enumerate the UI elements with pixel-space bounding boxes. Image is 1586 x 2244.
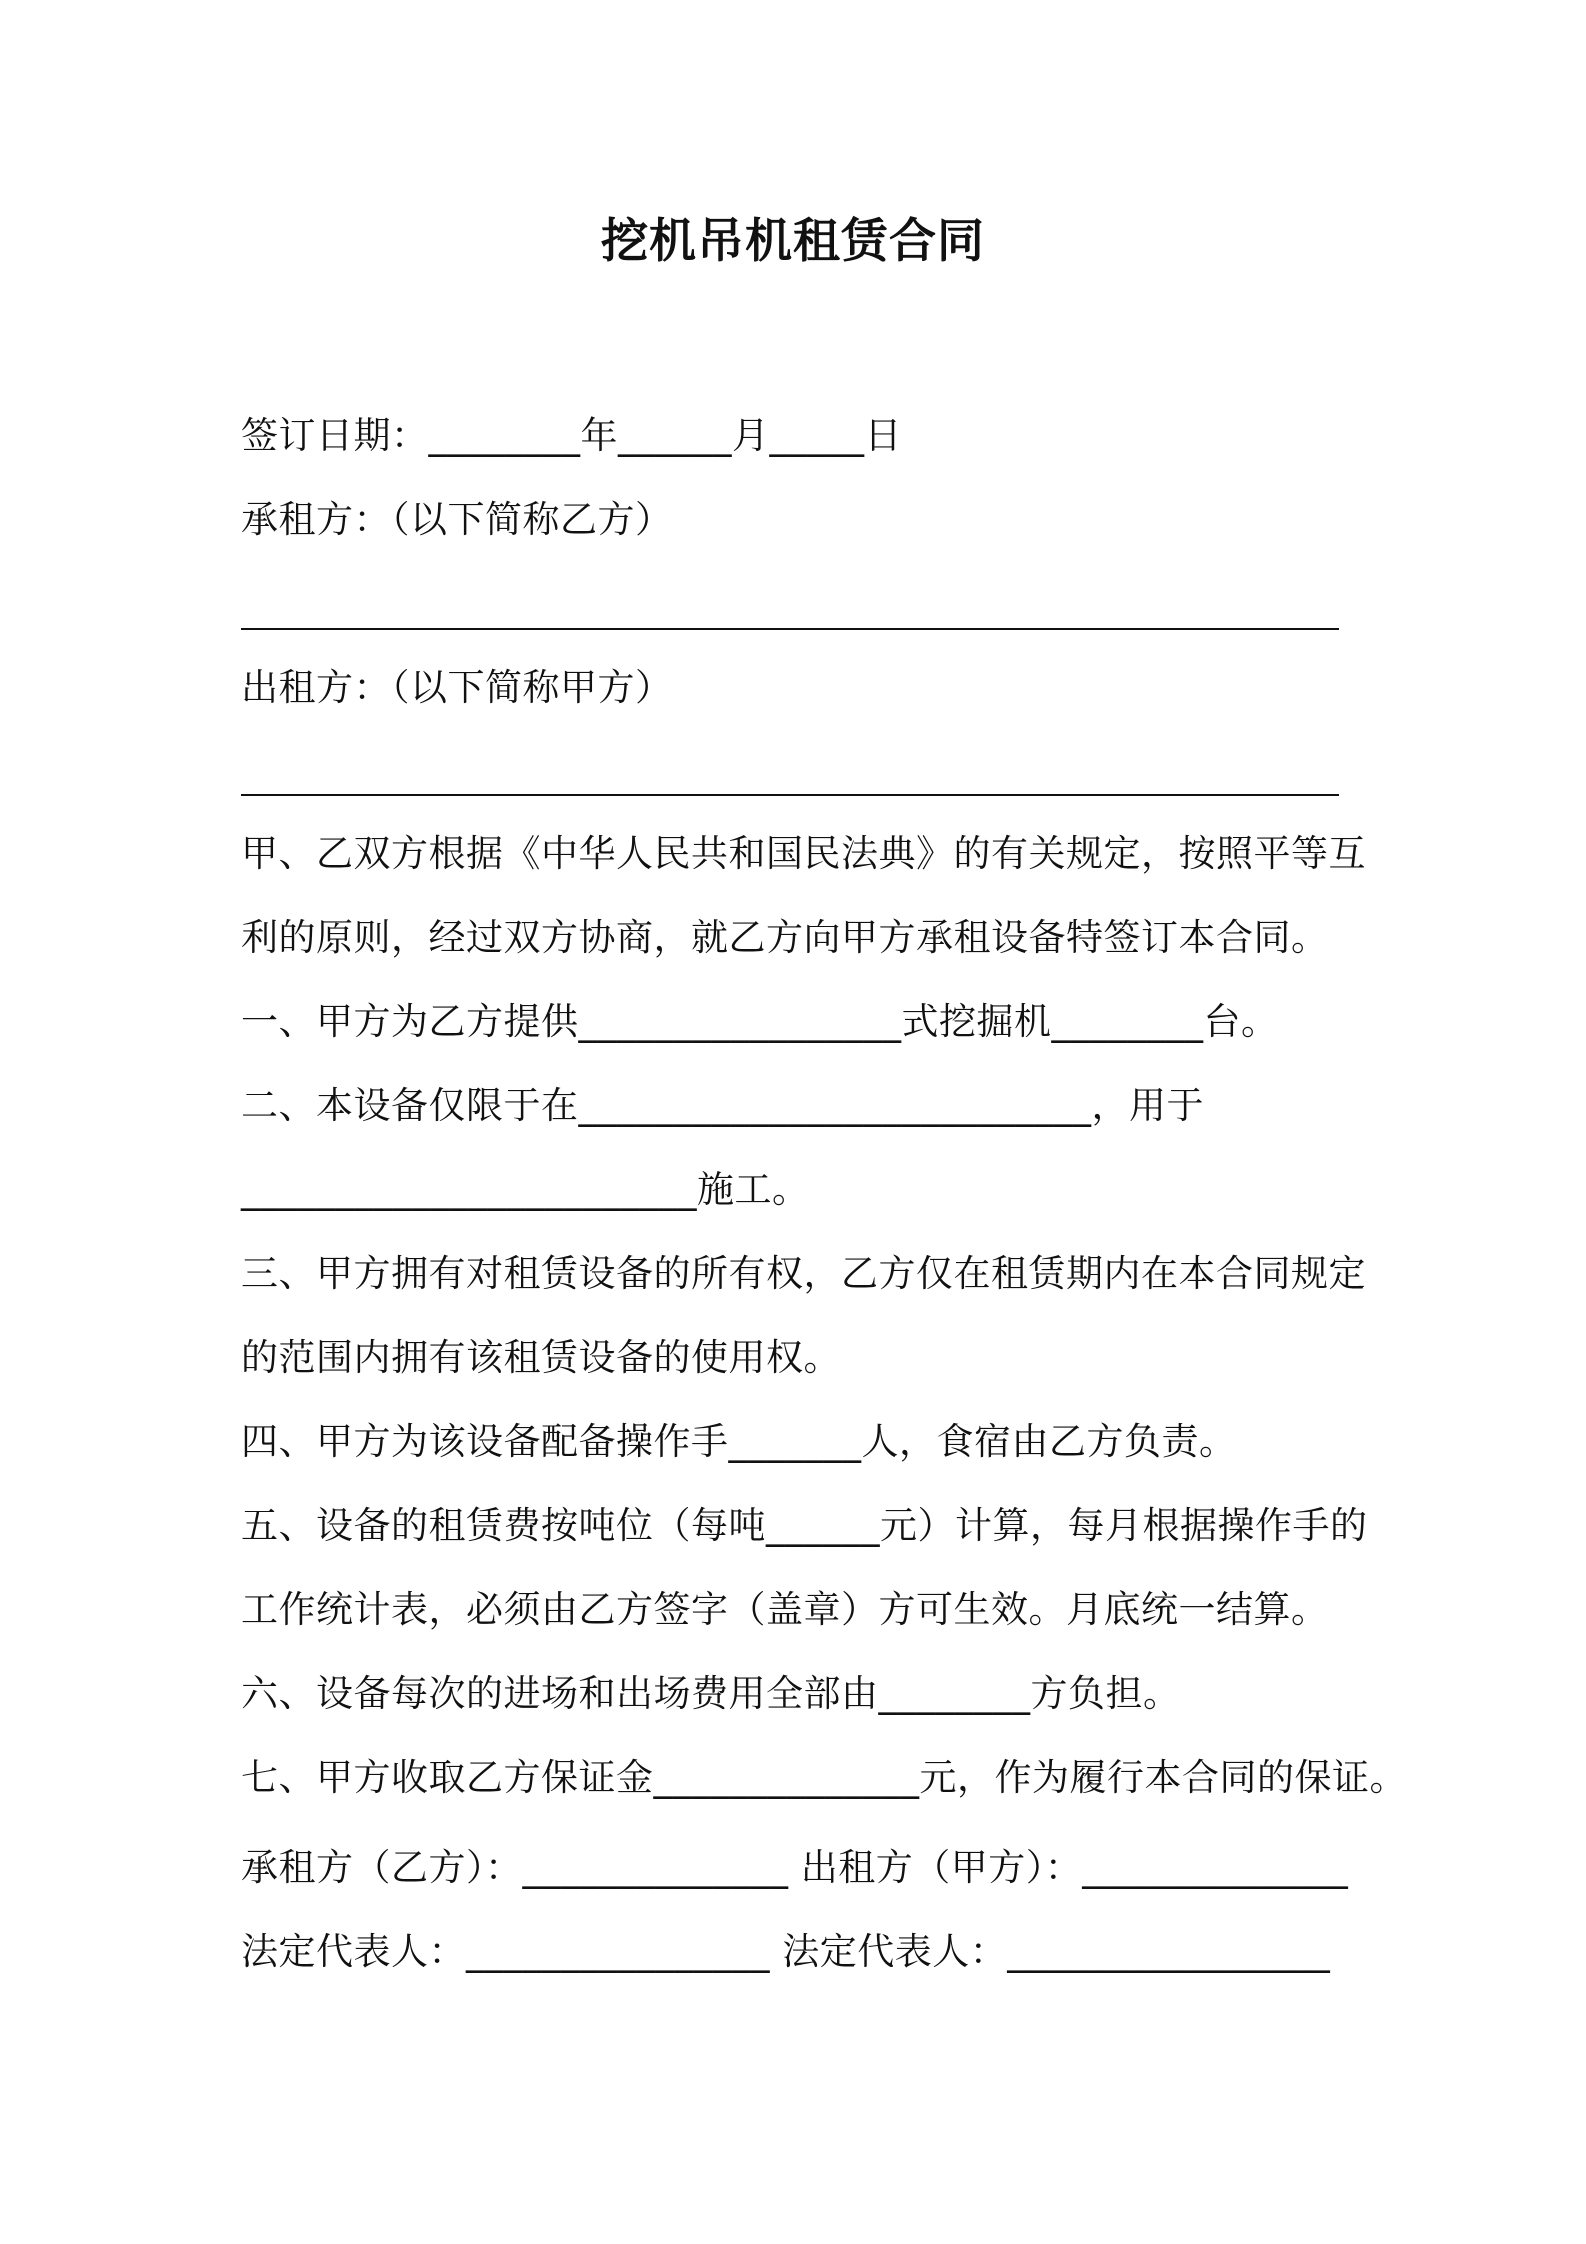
lessor-blank-line [241,794,1339,796]
lessor-label: 出租方：（以下简称甲方） [241,666,673,709]
clause-5-line-2: 工作统计表，必须由乙方签字（盖章）方可生效。月底统一结算。 [241,1588,1329,1631]
clause-6: 六、设备每次的进场和出场费用全部由________方负担。 [241,1672,1181,1715]
signing-date-line: 签订日期：________年______月_____日 [241,414,902,457]
signature-parties-line: 承租方（乙方）：______________ 出租方（甲方）：______________ [241,1846,1349,1889]
clause-2-line-2: ________________________施工。 [241,1168,810,1211]
clause-5-line-1: 五、设备的租赁费按吨位（每吨______元）计算，每月根据操作手的 [241,1504,1368,1547]
preamble-line-1: 甲、乙双方根据《中华人民共和国民法典》的有关规定，按照平等互 [241,832,1366,875]
lessee-blank-line [241,628,1339,630]
clause-4: 四、甲方为该设备配备操作手_______人，食宿由乙方负责。 [241,1420,1237,1463]
signature-representatives-line: 法定代表人：________________ 法定代表人：_________________ [241,1930,1331,1973]
clause-3-line-1: 三、甲方拥有对租赁设备的所有权，乙方仅在租赁期内在本合同规定 [241,1252,1366,1295]
preamble-line-2: 利的原则，经过双方协商，就乙方向甲方承租设备特签订本合同。 [241,916,1329,959]
page-title: 挖机吊机租赁合同 [601,214,985,269]
clause-1: 一、甲方为乙方提供_________________式挖掘机________台。 [241,1000,1279,1043]
clause-3-line-2: 的范围内拥有该租赁设备的使用权。 [241,1336,841,1379]
clause-7: 七、甲方收取乙方保证金______________元，作为履行本合同的保证。 [241,1756,1407,1799]
clause-2-line-1: 二、本设备仅限于在___________________________，用于 [241,1084,1204,1127]
lessee-label: 承租方：（以下简称乙方） [241,498,673,541]
